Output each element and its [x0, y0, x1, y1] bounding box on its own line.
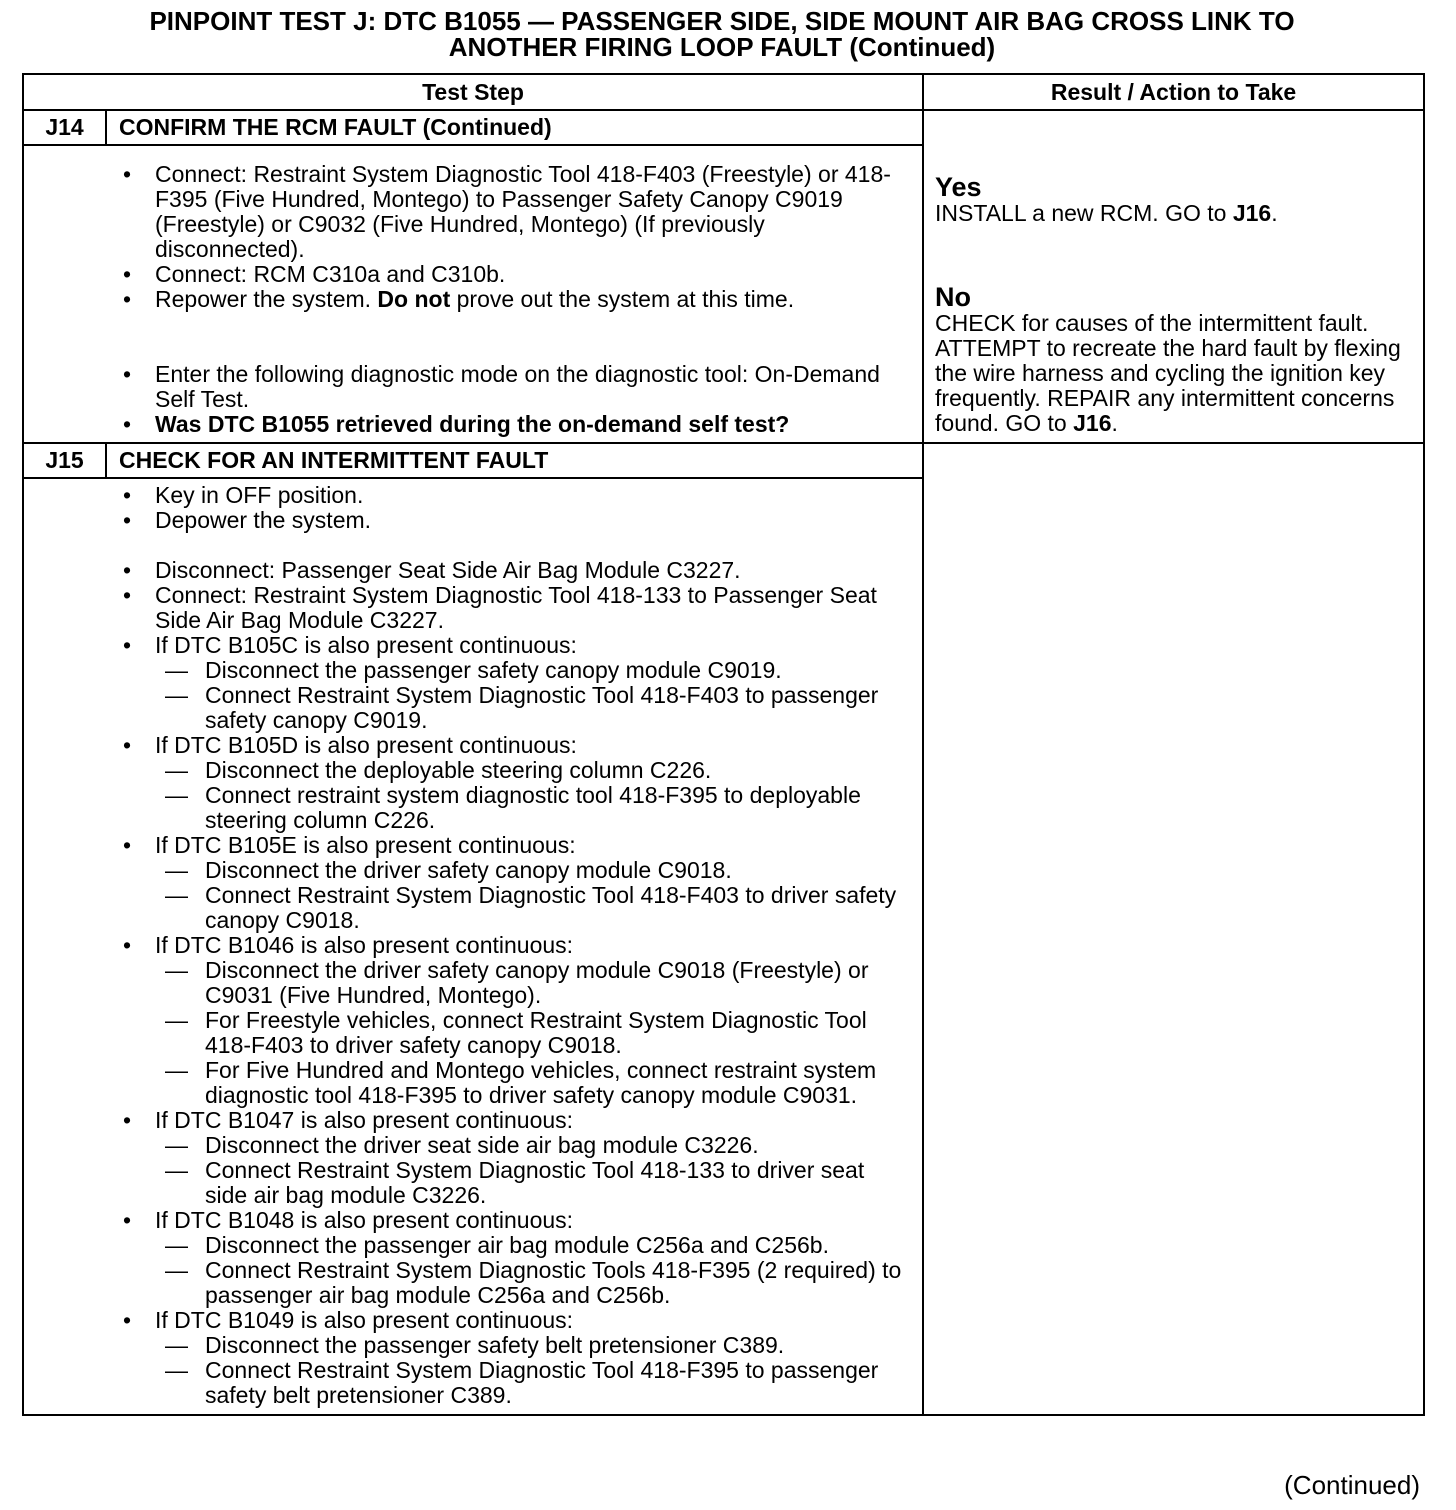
- j15-steps-cell: [23, 478, 923, 1415]
- sub-item: — For Five Hundred and Montego vehicles, connect restraint system diagnostic tool 418-F395 to driver safety canopy module C9031.: [165, 1057, 877, 1108]
- yes-action: INSTALL a new RCM. GO to J16.: [935, 200, 1278, 226]
- list-item: • If DTC B1046 is also present continuous:: [122, 932, 574, 958]
- list-item: • If DTC B1047 is also present continuous:: [122, 1107, 574, 1133]
- page-title: [22, 8, 1422, 60]
- sub-item: — Disconnect the driver seat side air bag module C3226.: [165, 1132, 759, 1158]
- list-item: • If DTC B105C is also present continuous:: [122, 632, 577, 658]
- no-ref: J16: [1073, 410, 1112, 436]
- j15-steps: [24, 479, 922, 1414]
- list-item: • Repower the system. Do not prove out the system at this time.: [122, 286, 795, 312]
- list-item: • If DTC B105D is also present continuous:: [122, 732, 577, 758]
- sub-item: — Connect Restraint System Diagnostic Tools 418-F395 (2 required) to passenger air bag module C256a and C256b.: [165, 1257, 902, 1308]
- step-title-j14: CONFIRM THE RCM FAULT (Continued): [106, 110, 923, 145]
- j14-steps: [24, 146, 922, 442]
- step-id-j15: J15: [23, 443, 106, 478]
- list-item: • Key in OFF position.: [122, 482, 364, 508]
- list-item: • Was DTC B1055 retrieved during the on-demand self test?: [122, 411, 790, 437]
- sub-item: — Connect Restraint System Diagnostic Tool 418-F395 to passenger safety belt pretensioner C389.: [165, 1357, 879, 1408]
- sub-item: — Disconnect the passenger safety belt pretensioner C389.: [165, 1332, 785, 1358]
- no-action: CHECK for causes of the intermittent fault. ATTEMPT to recreate the hard fault by flexing the wire harness and cycling the ignition key frequently. REPAIR any intermittent concerns found. GO to J16.: [935, 310, 1401, 436]
- j14-result-cell: [923, 110, 1424, 443]
- header-test-step: Test Step: [23, 74, 923, 110]
- sub-item: — Connect Restraint System Diagnostic Tool 418-F403 to driver safety canopy C9018.: [165, 882, 897, 933]
- list-item: • Disconnect: Passenger Seat Side Air Bag Module C3227.: [122, 557, 741, 583]
- list-item: • If DTC B1048 is also present continuous:: [122, 1207, 574, 1233]
- j14-steps-cell: [23, 145, 923, 443]
- yes-label: Yes: [935, 172, 982, 202]
- sub-item: — Connect Restraint System Diagnostic Tool 418-F403 to passenger safety canopy C9019.: [165, 682, 879, 733]
- list-item: • Connect: RCM C310a and C310b.: [122, 261, 506, 287]
- header-row: [23, 74, 1424, 110]
- pinpoint-test-table: [22, 73, 1425, 1416]
- list-item: • If DTC B1049 is also present continuous:: [122, 1307, 574, 1333]
- list-item: • Connect: Restraint System Diagnostic Tool 418-F403 (Freestyle) or 418-F395 (Five Hundred, Montego) to Passenger Safety Canopy C9019 (Freestyle) or C9032 (Five Hundred, Montego) (If previously disconnected).: [122, 161, 891, 262]
- step-title-j15: CHECK FOR AN INTERMITTENT FAULT: [106, 443, 923, 478]
- header-result: Result / Action to Take: [923, 74, 1424, 110]
- sub-item: — Disconnect the passenger safety canopy module C9019.: [165, 657, 782, 683]
- title-line-1: PINPOINT TEST J: DTC B1055 — PASSENGER SIDE, SIDE MOUNT AIR BAG CROSS LINK TO: [149, 6, 1295, 36]
- sub-item: — Connect restraint system diagnostic tool 418-F395 to deployable steering column C226.: [165, 782, 861, 833]
- sub-item: — Disconnect the driver safety canopy module C9018 (Freestyle) or C9031 (Five Hundred, Montego).: [165, 957, 869, 1008]
- sub-item: — Disconnect the passenger air bag module C256a and C256b.: [165, 1232, 829, 1258]
- j14-title-row: [23, 110, 1424, 145]
- yes-ref: J16: [1232, 200, 1272, 226]
- list-item: • Connect: Restraint System Diagnostic Tool 418-133 to Passenger Seat Side Air Bag Module C3227.: [122, 582, 877, 633]
- no-label: No: [935, 282, 972, 312]
- sub-item: — Disconnect the deployable steering column C226.: [165, 757, 712, 783]
- sub-item: — Connect Restraint System Diagnostic Tool 418-133 to driver seat side air bag module C3226.: [165, 1157, 865, 1208]
- sub-item: — For Freestyle vehicles, connect Restraint System Diagnostic Tool 418-F403 to driver safety canopy C9018.: [165, 1007, 867, 1058]
- list-item: • Enter the following diagnostic mode on the diagnostic tool: On-Demand Self Test.: [122, 361, 880, 412]
- j15-title-row: [23, 443, 1424, 478]
- title-line-2: ANOTHER FIRING LOOP FAULT (Continued): [448, 32, 996, 62]
- list-item: • Depower the system.: [122, 507, 372, 533]
- step-id-j14: J14: [23, 110, 106, 145]
- sub-item: — Disconnect the driver safety canopy module C9018.: [165, 857, 732, 883]
- list-item: • If DTC B105E is also present continuous:: [122, 832, 576, 858]
- j15-result-cell: [923, 443, 1424, 1415]
- continued-note: (Continued): [1284, 1470, 1420, 1500]
- j14-result: [924, 111, 1423, 436]
